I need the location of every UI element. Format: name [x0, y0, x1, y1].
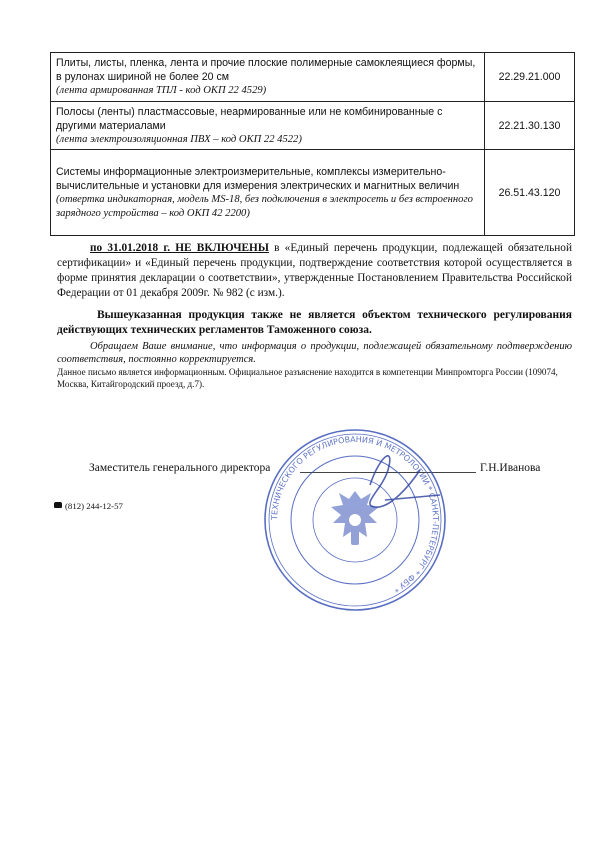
- product-description-cell: [51, 102, 485, 150]
- product-description: Плиты, листы, пленка, лента и прочие плоские полимерные самоклеящиеся формы, в рулонах шириной не более 20 см: [56, 57, 476, 83]
- product-note: (отвертка индикаторная, модель MS-18, без подключения в электросеть и без встроенного зарядного устройства – код ОКП 42 2200): [56, 193, 473, 219]
- official-stamp: [260, 425, 450, 615]
- okpd-code: 22.21.30.130: [485, 102, 575, 150]
- exclusion-paragraph: [57, 241, 572, 301]
- signer-title: Заместитель генерального директора: [89, 462, 271, 474]
- product-description-cell: [51, 53, 485, 102]
- stamp-ring-text: ТЕХНИЧЕСКОГО РЕГУЛИРОВАНИЯ И МЕТРОЛОГИИ * САНКТ-ПЕТЕРБУРГ * ФБУ *: [269, 434, 441, 595]
- table-row: [51, 53, 575, 102]
- signer-name: Г.Н.Иванова: [480, 462, 541, 474]
- attention-note: Обращаем Ваше внимание, что информация о продукции, подлежащей обязательному подтверждению соответствия, постоянно корректируется.: [57, 341, 572, 365]
- product-note: (лента армированная ТПЛ - код ОКП 22 4529): [56, 85, 267, 96]
- exclusion-text: в «Единый перечень продукции, подлежащей обязательной сертификации» и «Единый перечень продукции, подтверждение соответствия которой осуществляется в форме принятия декларации о соответствии», утвержденные Постановлением Правительства Российской Федерации от 01 декабря 2009г. № 982 (с изм.).: [57, 242, 572, 299]
- table-row: [51, 150, 575, 236]
- product-description-cell: [51, 150, 485, 236]
- product-note: (лента электроизоляционная ПВХ – код ОКП 22 4522): [56, 133, 302, 145]
- contact-phone: [54, 501, 123, 511]
- product-description: Системы информационные электроизмерительные, комплексы измерительно-вычислительные и установки для измерения электрических и магнитных величин: [56, 165, 460, 192]
- exclusion-lead: по 31.01.2018 г. НЕ ВКЛЮЧЕНЫ: [90, 242, 269, 254]
- okpd-code: 22.29.21.000: [485, 53, 575, 102]
- okpd-code: 26.51.43.120: [485, 150, 575, 236]
- disclaimer-note: Данное письмо является информационным. Официальное разъяснение находится в компетенции Минпромторга России (109074, Москва, Китайгородский проезд, д.7).: [57, 367, 558, 389]
- regulation-statement: Вышеуказанная продукция также не является объектом технического регулирования действующих технических регламентов Таможенного союза.: [57, 309, 572, 336]
- products-table: [50, 52, 575, 236]
- table-row: [51, 102, 575, 150]
- phone-icon: [54, 502, 62, 508]
- product-description: Полосы (ленты) пластмассовые, неармированные или не комбинированные с другими материалами: [56, 105, 443, 132]
- phone-number: (812) 244-12-57: [65, 501, 123, 511]
